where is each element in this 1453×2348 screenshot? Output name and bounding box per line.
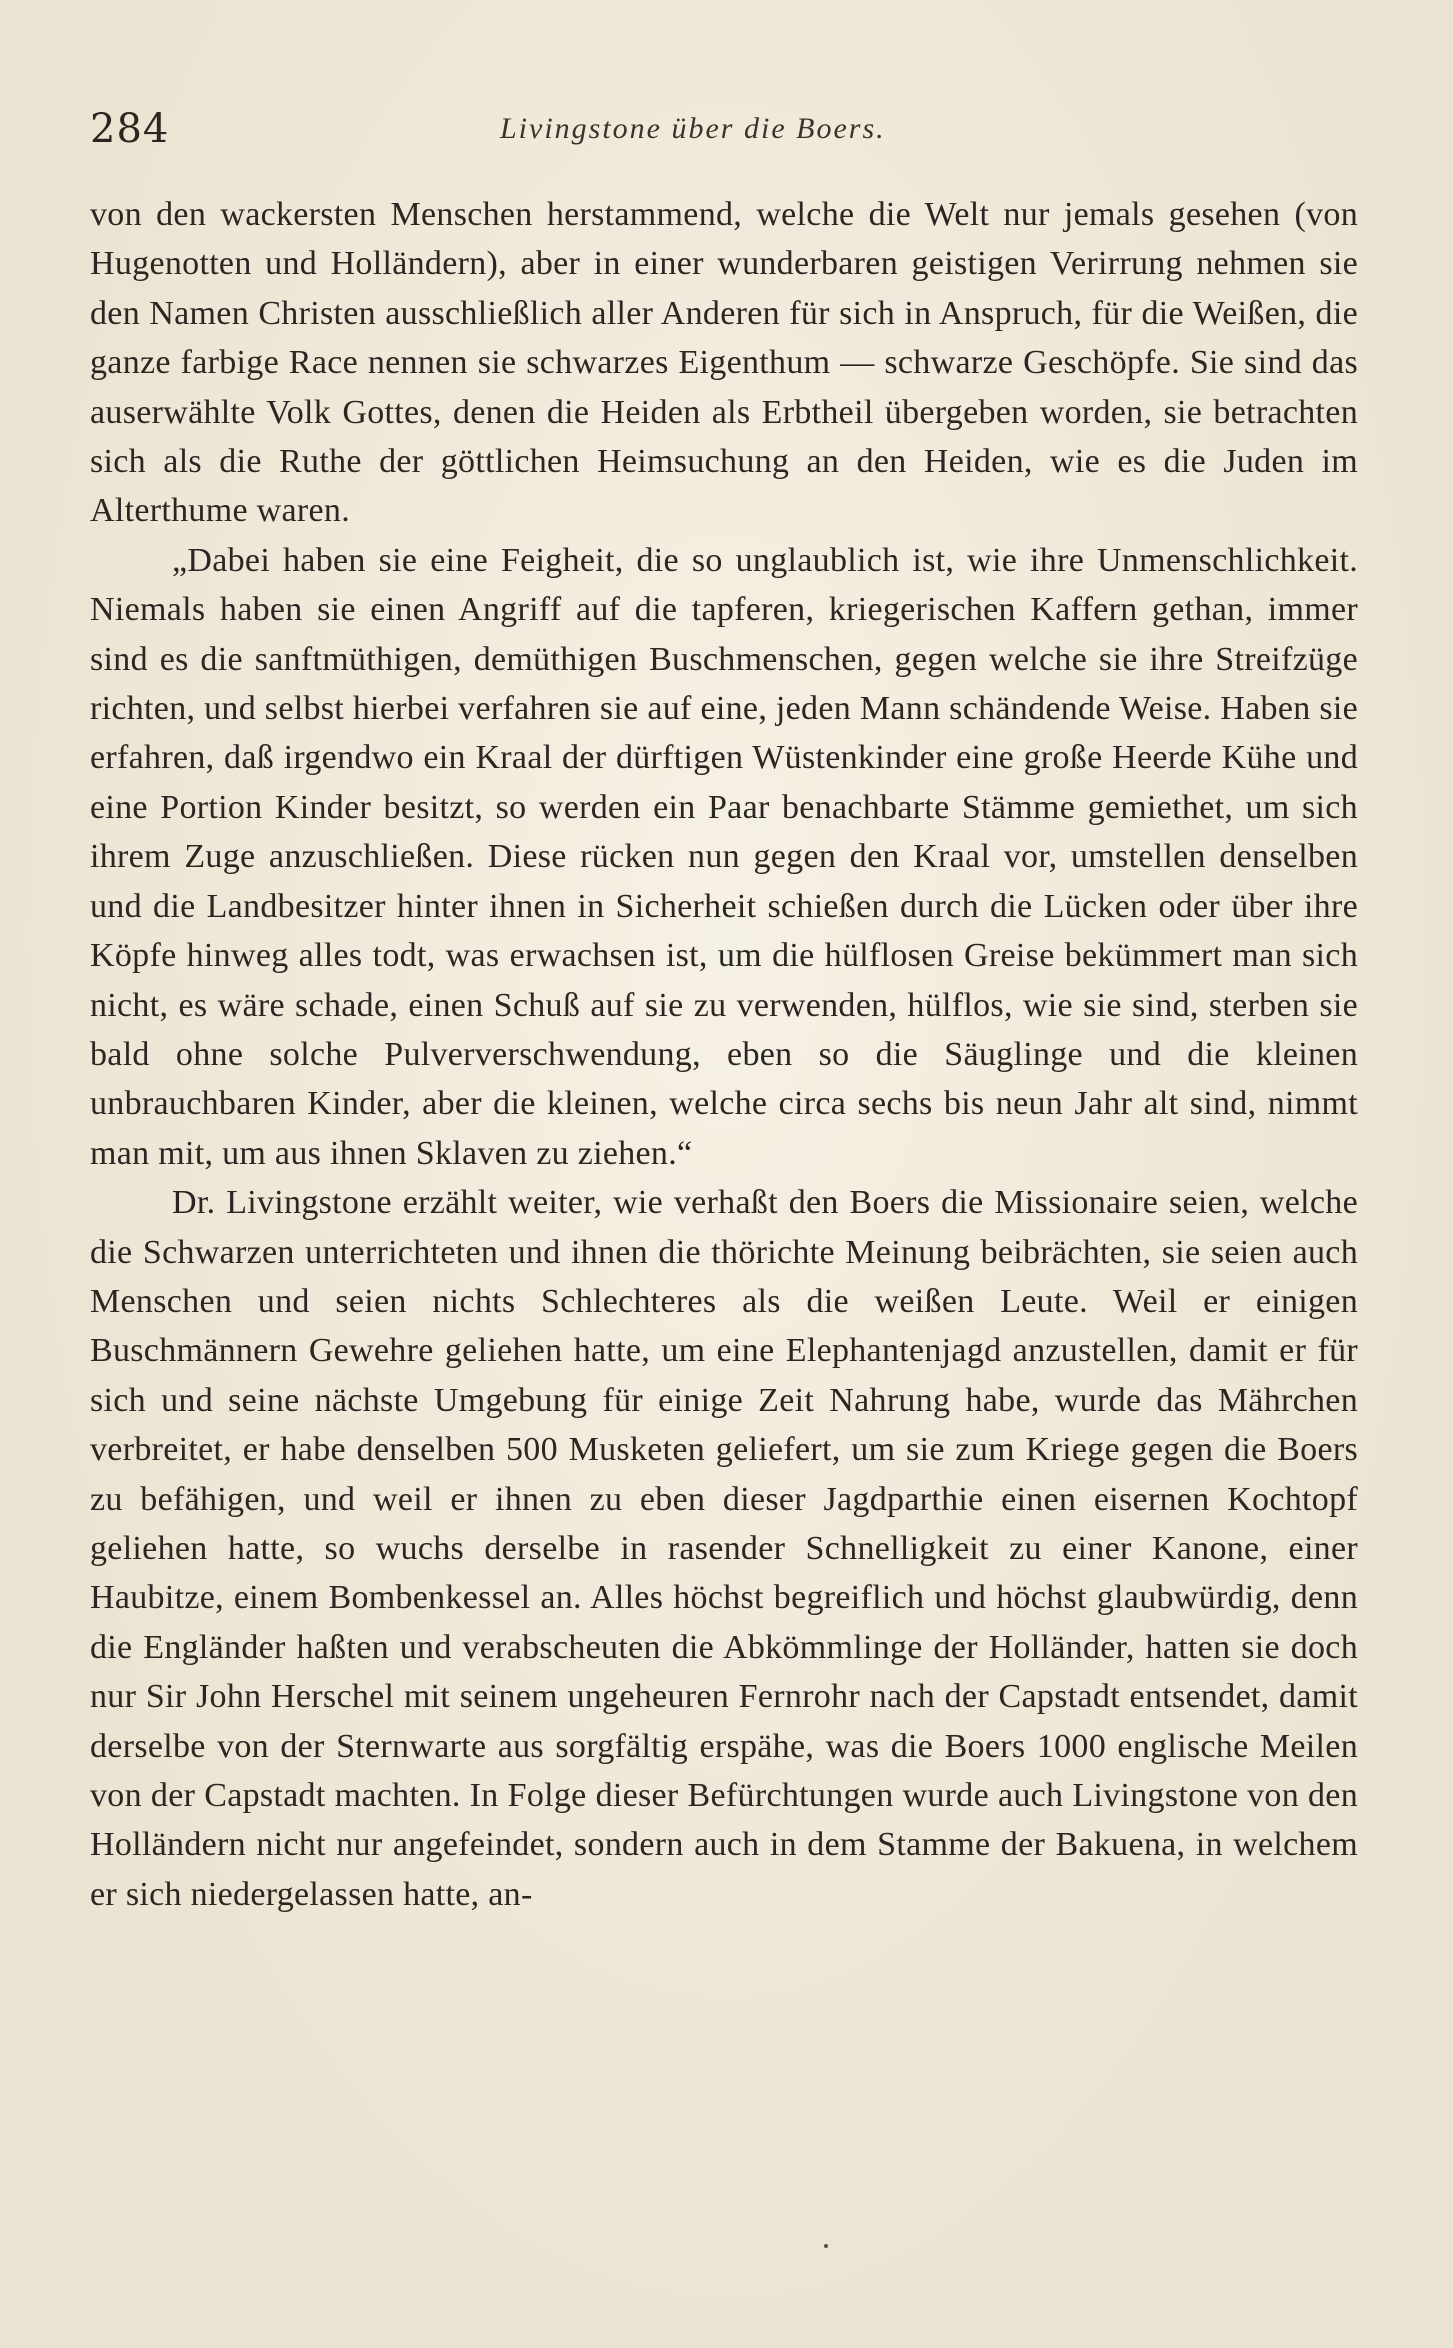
body-text [90, 190, 1358, 1919]
page-header [90, 96, 1362, 156]
page-number: 284 [90, 106, 170, 152]
paragraph-1: von den wackersten Menschen herstammend, welche die Welt nur jemals gesehen (von Hugenotten und Holländern), aber in einer wunderbaren geistigen Verirrung nehmen sie den Namen Christen ausschließlich aller Anderen für sich in Anspruch, für die Weißen, die ganze farbige Race nennen sie schwarzes Eigenthum — schwarze Geschöpfe. Sie sind das auserwählte Volk Gottes, denen die Heiden als Erbtheil übergeben worden, sie betrachten sich als die Ruthe der göttlichen Heimsuchung an den Heiden, wie es die Juden im Alterthume waren. [90, 196, 1358, 530]
paragraph-3: Dr. Livingstone erzählt weiter, wie verhaßt den Boers die Missionaire seien, welche die Schwarzen unterrichteten und ihnen die thörichte Meinung beibrächten, sie seien auch Menschen und seien nichts Schlechteres als die weißen Leute. Weil er einigen Buschmännern Gewehre geliehen hatte, um eine Elephantenjagd anzustellen, damit er für sich und seine nächste Umgebung für einige Zeit Nahrung habe, wurde das Mährchen verbreitet, er habe denselben 500 Musketen geliefert, um sie zum Kriege gegen die Boers zu befähigen, und weil er ihnen zu eben dieser Jagdparthie einen eisernen Kochtopf geliehen hatte, so wuchs derselbe in rasender Schnelligkeit zu einer Kanone, einer Haubitze, einem Bombenkessel an. Alles höchst begreiflich und höchst glaubwürdig, denn die Engländer haßten und verabscheuten die Abkömmlinge der Holländer, hatten sie doch nur Sir John Herschel mit seinem ungeheuren Fernrohr nach der Capstadt entsendet, damit derselbe von der Sternwarte aus sorgfältig erspähe, was die Boers 1000 englische Meilen von der Capstadt machten. In Folge dieser Befürchtungen wurde auch Livingstone von den Holländern nicht nur angefeindet, sondern auch in dem Stamme der Bakuena, in welchem er sich niedergelassen hatte, an- [90, 1184, 1358, 1913]
running-title: Livingstone über die Boers. [500, 112, 886, 145]
print-speck [824, 2244, 828, 2248]
paragraph-2: „Dabei haben sie eine Feigheit, die so unglaublich ist, wie ihre Unmenschlichkeit. Niemals haben sie einen Angriff auf die tapferen, kriegerischen Kaffern gethan, immer sind es die sanftmüthigen, demüthigen Buschmenschen, gegen welche sie ihre Streifzüge richten, und selbst hierbei verfahren sie auf eine, jeden Mann schändende Weise. Haben sie erfahren, daß irgendwo ein Kraal der dürftigen Wüstenkinder eine große Heerde Kühe und eine Portion Kinder besitzt, so werden ein Paar benachbarte Stämme gemiethet, um sich ihrem Zuge anzuschließen. Diese rücken nun gegen den Kraal vor, umstellen denselben und die Landbesitzer hinter ihnen in Sicherheit schießen durch die Lücken oder über ihre Köpfe hinweg alles todt, was erwachsen ist, um die hülflosen Greise bekümmert man sich nicht, es wäre schade, einen Schuß auf sie zu verwenden, hülflos, wie sie sind, sterben sie bald ohne solche Pulververschwendung, eben so die Säuglinge und die kleinen unbrauchbaren Kinder, aber die kleinen, welche circa sechs bis neun Jahr alt sind, nimmt man mit, um aus ihnen Sklaven zu ziehen.“ [90, 541, 1358, 1172]
